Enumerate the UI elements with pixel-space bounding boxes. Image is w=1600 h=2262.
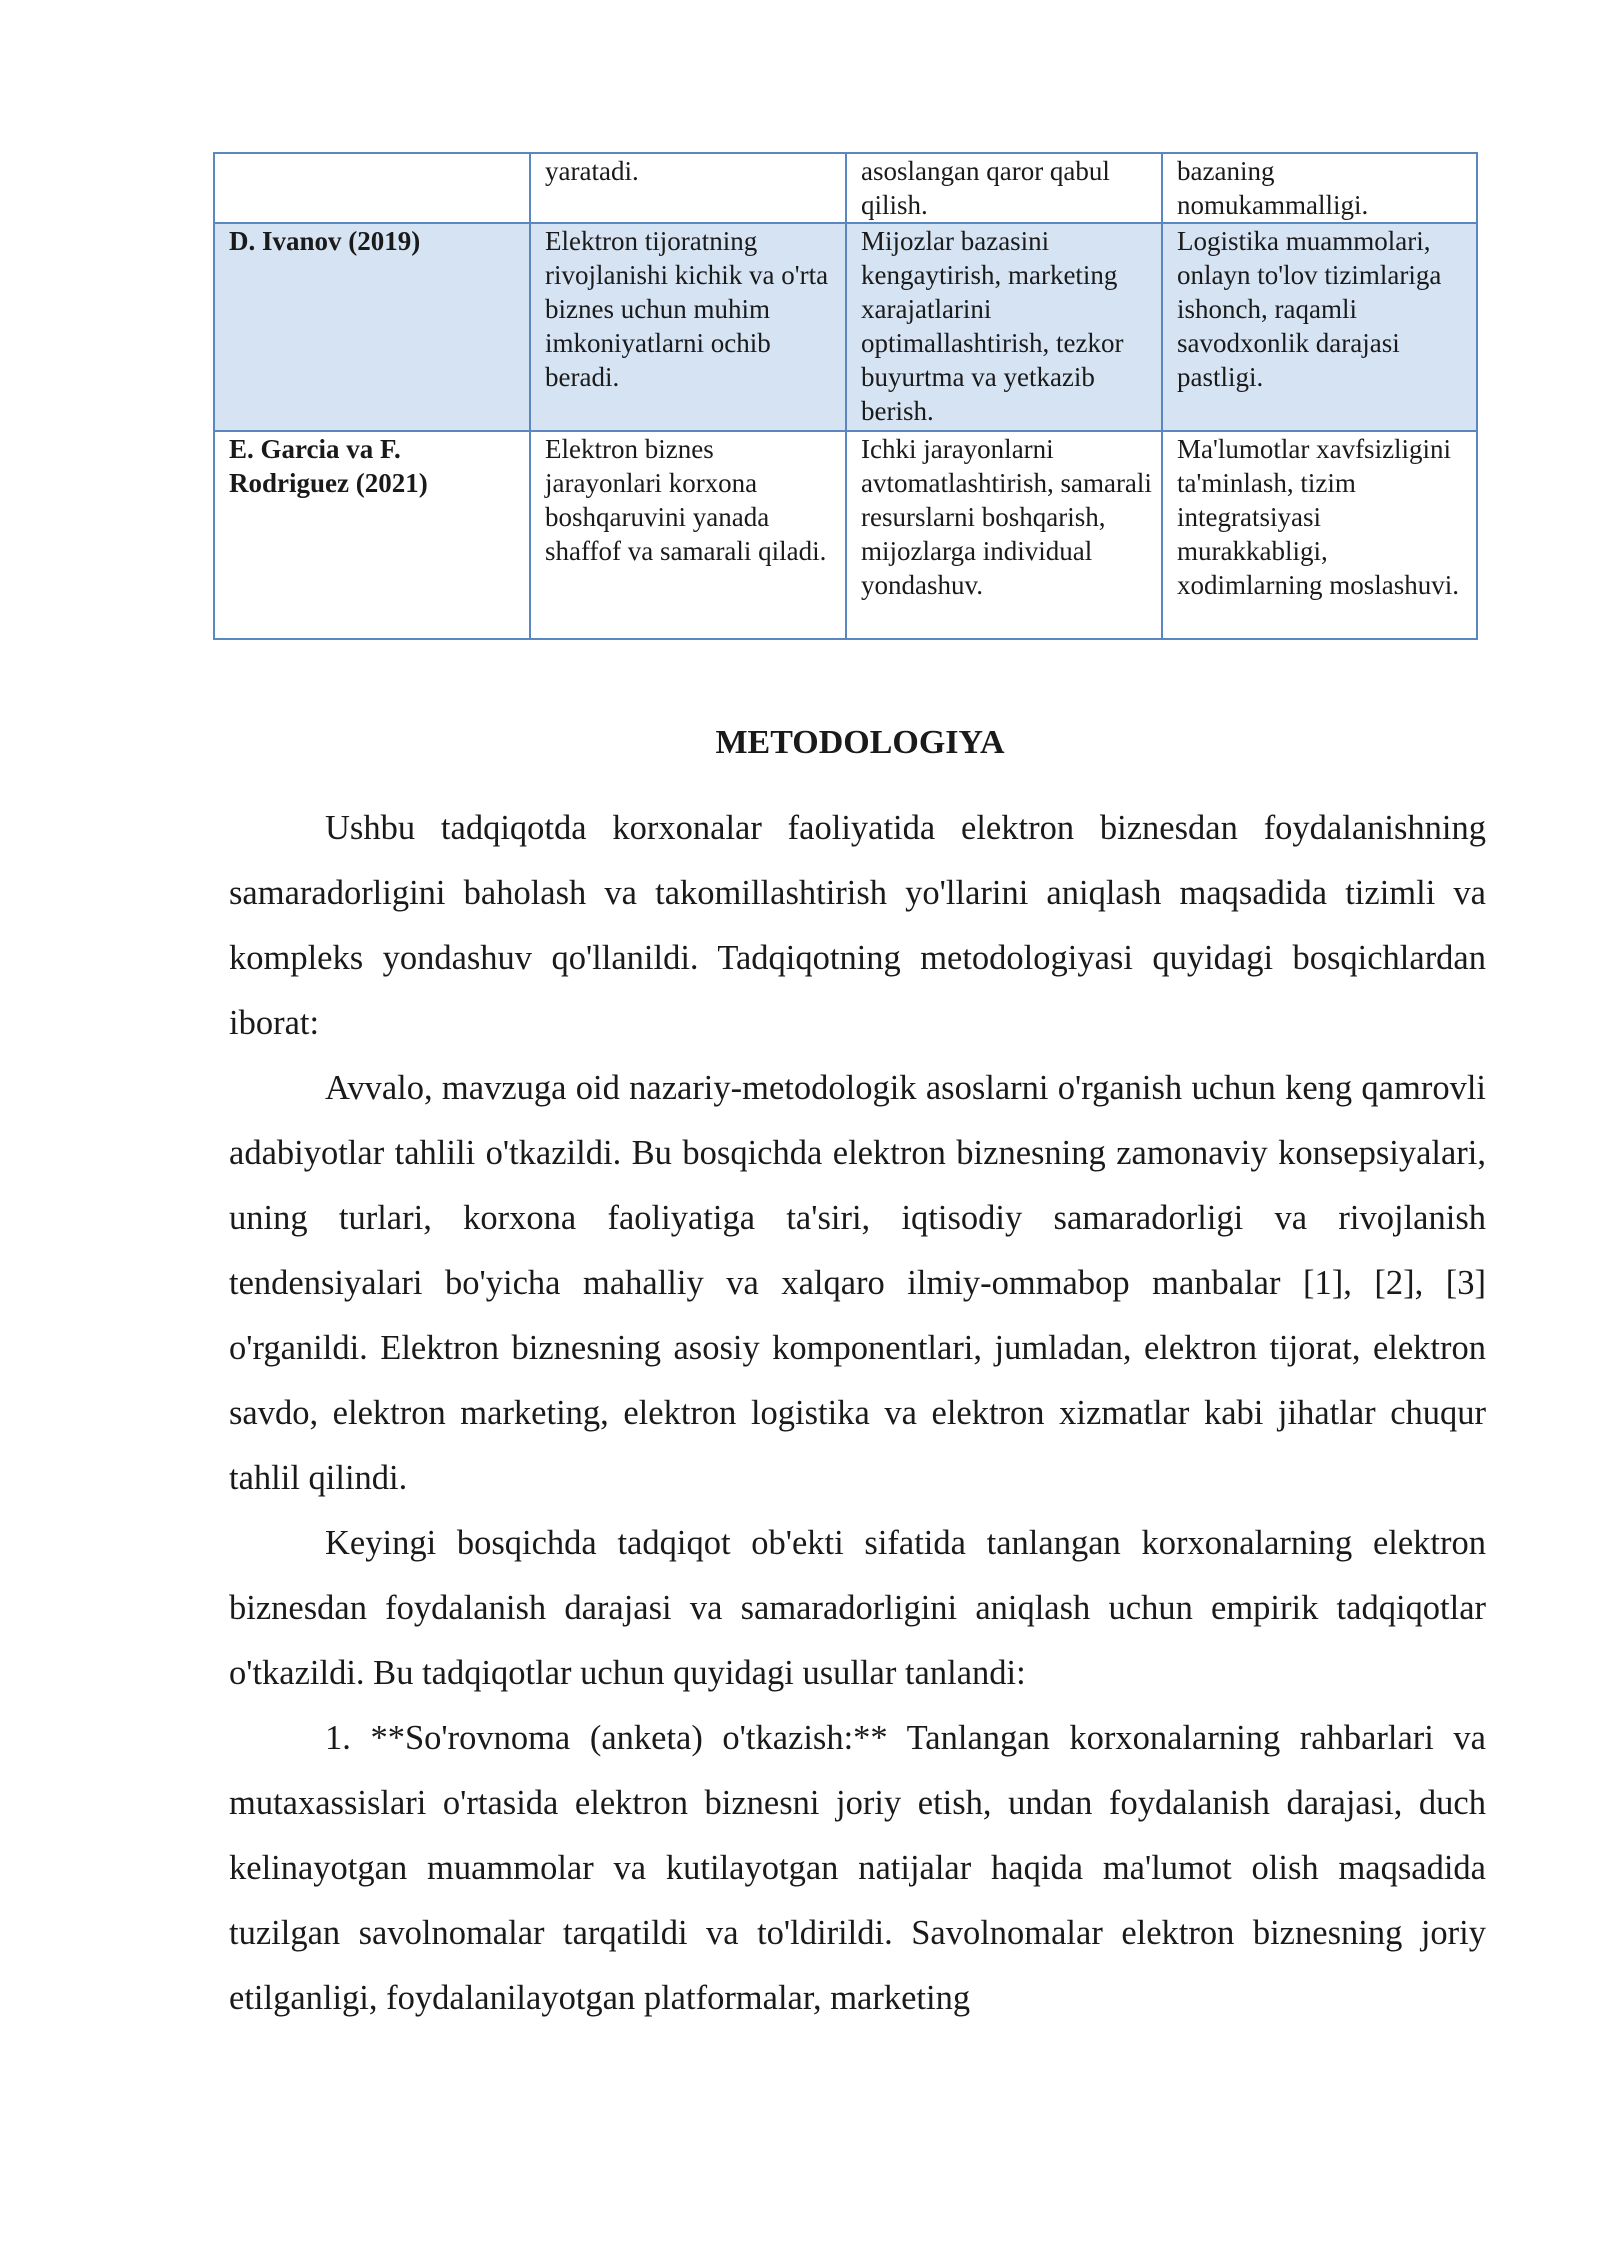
table-cell: yaratadi. [530, 153, 846, 223]
table-cell: Mijozlar bazasini kengaytirish, marketing xarajatlarini optimallashtirish, tezkor buyurtma va yetkazib berish. [846, 223, 1162, 431]
table-cell: Logistika muammolari, onlayn to'lov tizimlariga ishonch, raqamli savodxonlik darajasi pastligi. [1162, 223, 1477, 431]
paragraph: Avvalo, mavzuga oid nazariy-metodologik asoslarni o'rganish uchun keng qamrovli adabiyotlar tahlili o'tkazildi. Bu bosqichda elektron biznesning zamonaviy konsepsiyalari, uning turlari, korxona faoliyatiga ta'siri, iqtisodiy samaradorligi va rivojlanish tendensiyalari bo'yicha mahalliy va xalqaro ilmiy-ommabop manbalar [1], [2], [3] o'rganildi. Elektron biznesning asosiy komponentlari, jumladan, elektron tijorat, elektron savdo, elektron marketing, elektron logistika va elektron xizmatlar kabi jihatlar chuqur tahlil qilindi. [229, 1069, 1486, 1497]
literature-review-table [213, 152, 1478, 640]
table-cell: Elektron tijoratning rivojlanishi kichik va o'rta biznes uchun muhim imkoniyatlarni ochib beradi. [530, 223, 846, 431]
table-cell: bazaning nomukammalligi. [1162, 153, 1477, 223]
table-row [214, 431, 1477, 639]
author-cell: D. Ivanov (2019) [214, 223, 530, 431]
section-heading: METODOLOGIYA [715, 724, 1005, 761]
table-row [214, 223, 1477, 431]
paragraph: Ushbu tadqiqotda korxonalar faoliyatida elektron biznesdan foydalanishning samaradorligini baholash va takomillashtirish yo'llarini aniqlash maqsadida tizimli va kompleks yondashuv qo'llanildi. Tadqiqotning metodologiyasi quyidagi bosqichlardan iborat: [229, 809, 1486, 1042]
body-text [229, 796, 1486, 2031]
table-cell [214, 153, 530, 223]
author-cell: E. Garcia va F. Rodriguez (2021) [214, 431, 530, 639]
table-cell: asoslangan qaror qabul qilish. [846, 153, 1162, 223]
table-cell: Elektron biznes jarayonlari korxona boshqaruvini yanada shaffof va samarali qiladi. [530, 431, 846, 639]
table-cell: Ma'lumotlar xavfsizligini ta'minlash, tizim integratsiyasi murakkabligi, xodimlarning moslashuvi. [1162, 431, 1477, 639]
paragraph: Keyingi bosqichda tadqiqot ob'ekti sifatida tanlangan korxonalarning elektron biznesdan foydalanish darajasi va samaradorligini aniqlash uchun empirik tadqiqotlar o'tkazildi. Bu tadqiqotlar uchun quyidagi usullar tanlandi: [229, 1524, 1486, 1692]
table-row [214, 153, 1477, 223]
paragraph: 1. **So'rovnoma (anketa) o'tkazish:** Tanlangan korxonalarning rahbarlari va mutaxassislari o'rtasida elektron biznesni joriy etish, undan foydalanish darajasi, duch kelinayotgan muammolar va kutilayotgan natijalar haqida ma'lumot olish maqsadida tuzilgan savolnomalar tarqatildi va to'ldirildi. Savolnomalar elektron biznesning joriy etilganligi, foydalanilayotgan platformalar, marketing [229, 1719, 1486, 2017]
table-cell: Ichki jarayonlarni avtomatlashtirish, samarali resurslarni boshqarish, mijozlarga individual yondashuv. [846, 431, 1162, 639]
